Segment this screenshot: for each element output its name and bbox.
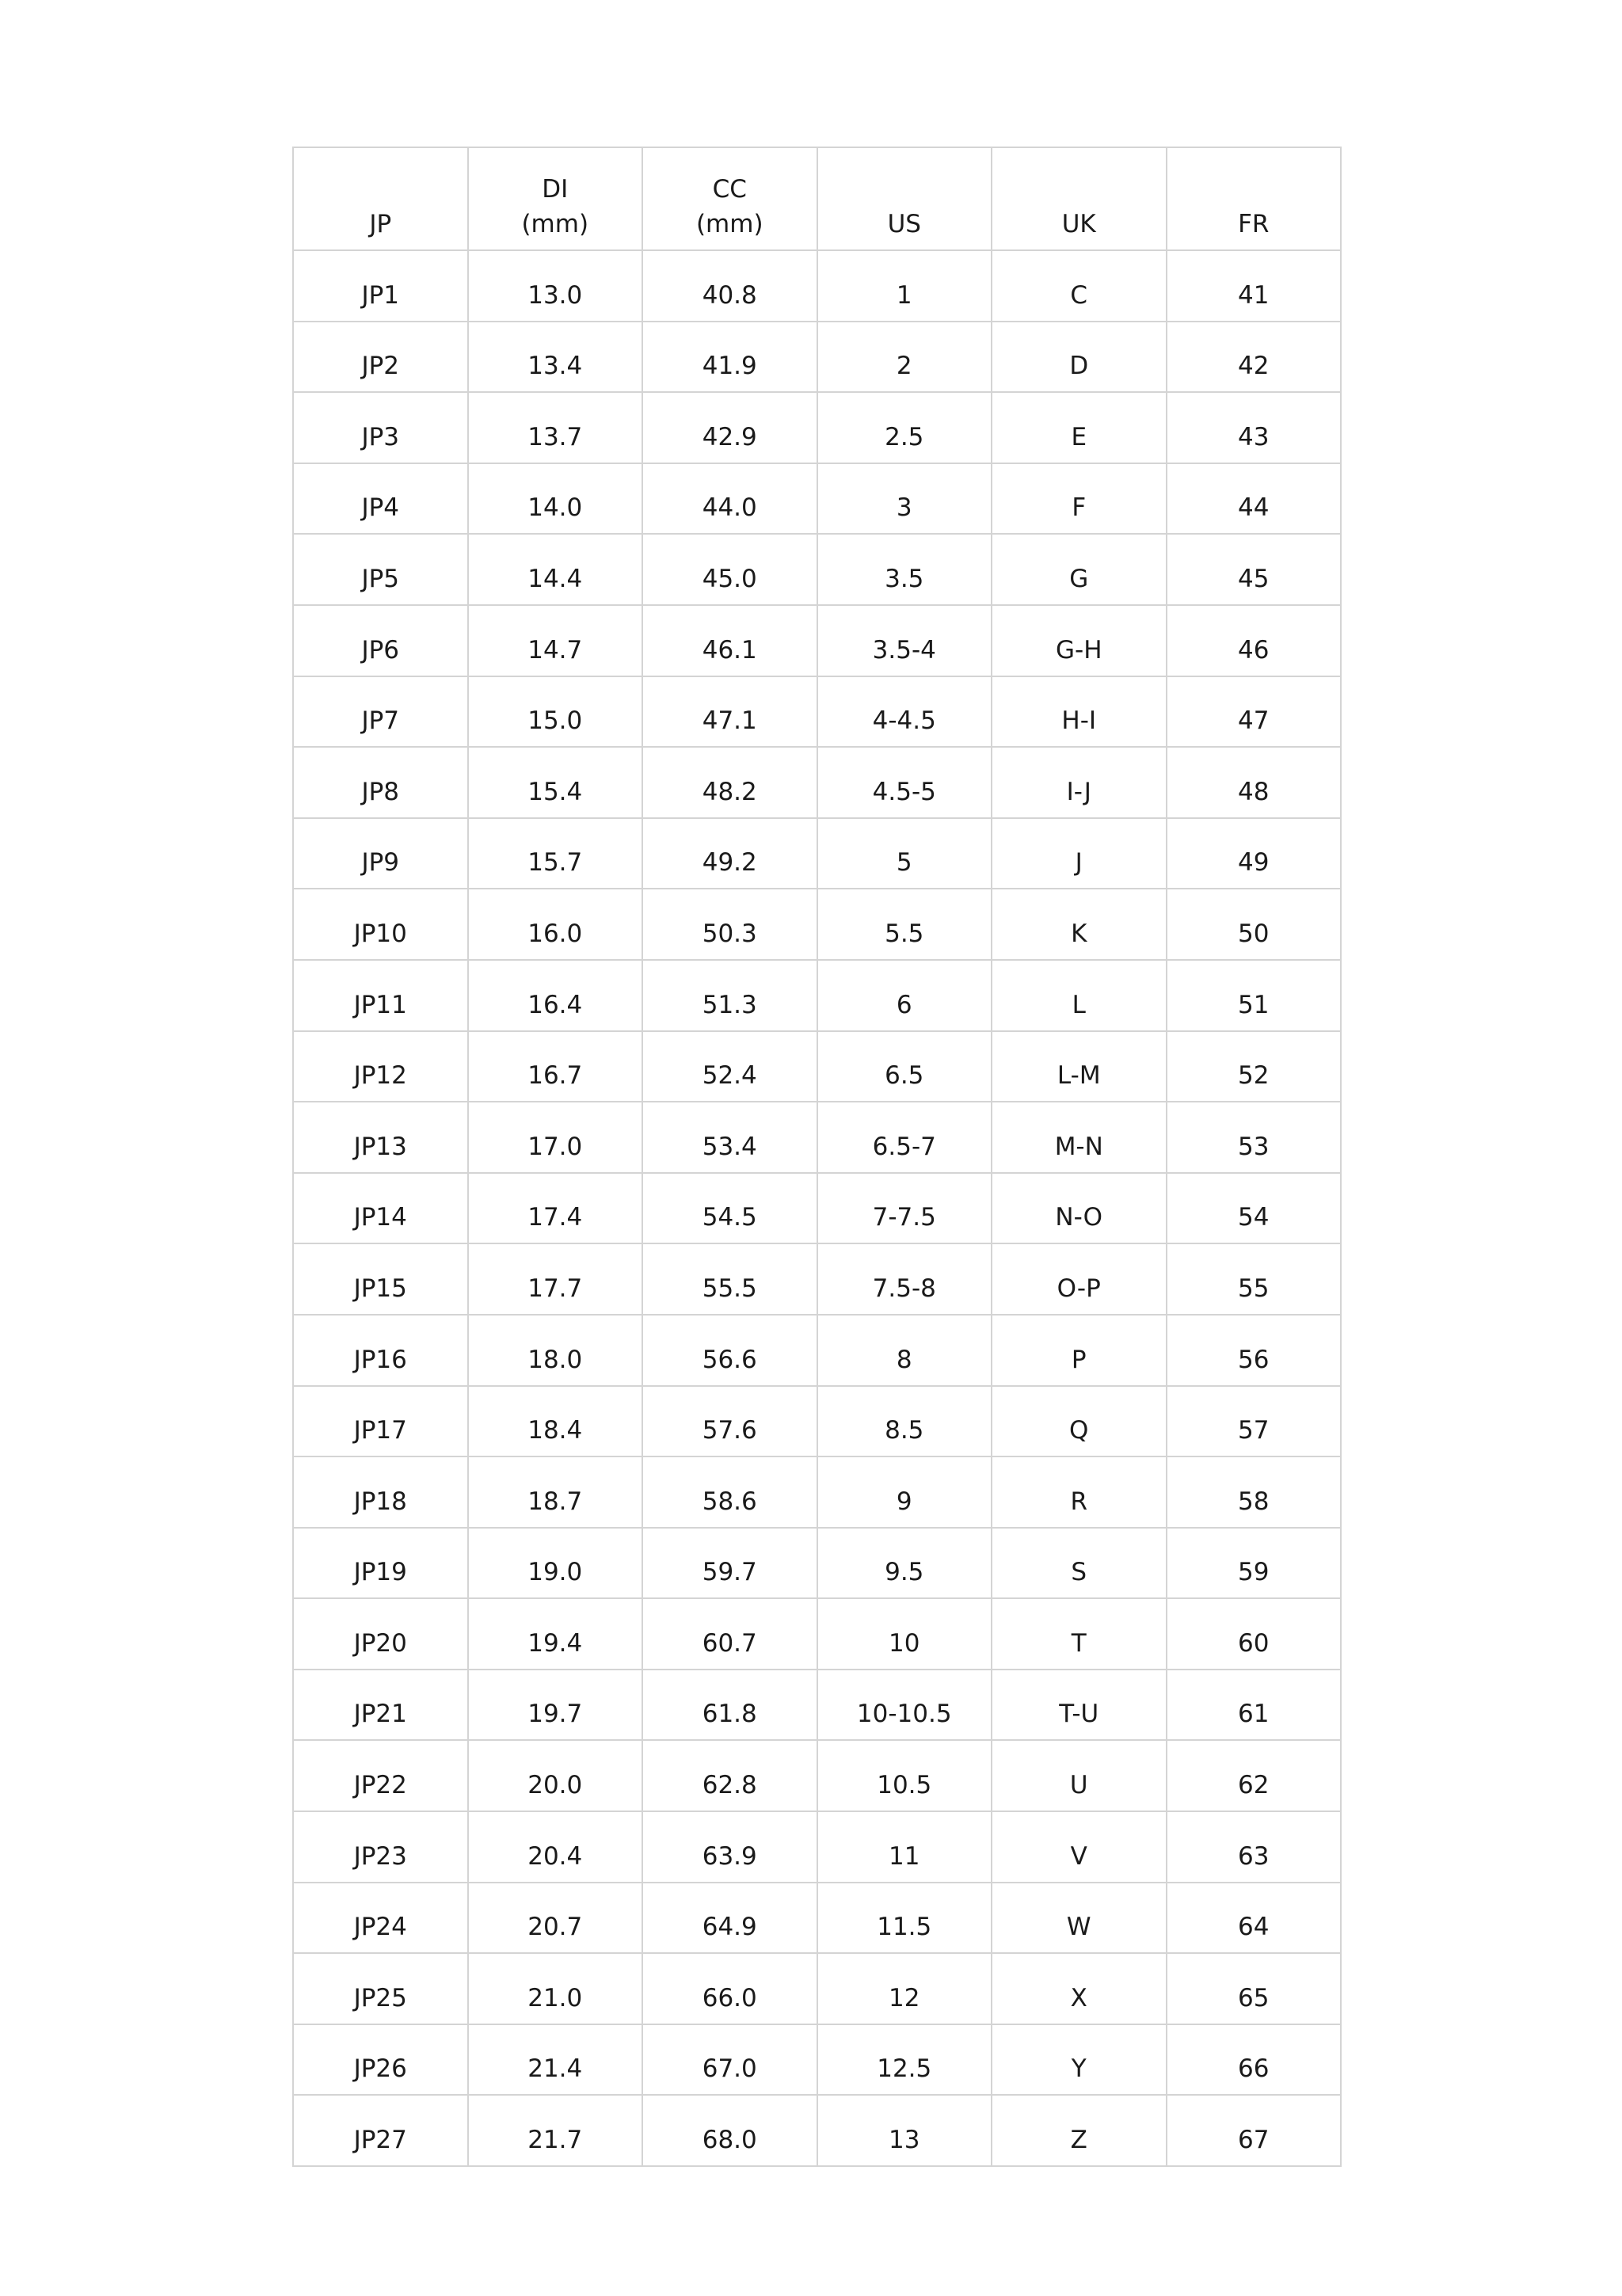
cell-uk: I-J xyxy=(992,747,1167,818)
cell-uk: F xyxy=(992,463,1167,535)
table-row xyxy=(293,1883,1341,1954)
cell-fr: 44 xyxy=(1167,463,1342,535)
cell-di: 15.4 xyxy=(468,747,643,818)
cell-us: 6 xyxy=(817,960,992,1031)
cell-di: 18.4 xyxy=(468,1386,643,1457)
cell-di: 18.7 xyxy=(468,1456,643,1528)
cell-jp: JP3 xyxy=(293,392,468,463)
table-row xyxy=(293,1953,1341,2024)
cell-us: 11.5 xyxy=(817,1883,992,1954)
cell-fr: 52 xyxy=(1167,1031,1342,1102)
cell-uk: O-P xyxy=(992,1243,1167,1315)
cell-us: 7.5-8 xyxy=(817,1243,992,1315)
cell-fr: 41 xyxy=(1167,250,1342,322)
cell-jp: JP10 xyxy=(293,889,468,960)
cell-cc: 51.3 xyxy=(642,960,817,1031)
cell-di: 20.0 xyxy=(468,1740,643,1811)
table-row xyxy=(293,889,1341,960)
table-header xyxy=(293,147,1341,250)
cell-cc: 54.5 xyxy=(642,1173,817,1244)
cell-uk: E xyxy=(992,392,1167,463)
cell-uk: X xyxy=(992,1953,1167,2024)
cell-cc: 61.8 xyxy=(642,1670,817,1741)
cell-di: 21.7 xyxy=(468,2095,643,2166)
cell-us: 5 xyxy=(817,818,992,889)
cell-uk: G xyxy=(992,534,1167,605)
table-row xyxy=(293,1243,1341,1315)
table-row xyxy=(293,747,1341,818)
cell-uk: V xyxy=(992,1811,1167,1883)
table-row xyxy=(293,322,1341,393)
cell-fr: 42 xyxy=(1167,322,1342,393)
cell-us: 1 xyxy=(817,250,992,322)
cell-fr: 45 xyxy=(1167,534,1342,605)
cell-jp: JP18 xyxy=(293,1456,468,1528)
cell-us: 9.5 xyxy=(817,1528,992,1599)
cell-fr: 62 xyxy=(1167,1740,1342,1811)
cell-fr: 49 xyxy=(1167,818,1342,889)
column-header-di-line1: DI xyxy=(542,175,569,204)
cell-di: 16.7 xyxy=(468,1031,643,1102)
cell-uk: J xyxy=(992,818,1167,889)
cell-us: 4.5-5 xyxy=(817,747,992,818)
column-header-di xyxy=(468,147,643,250)
cell-cc: 60.7 xyxy=(642,1598,817,1670)
cell-di: 17.7 xyxy=(468,1243,643,1315)
cell-di: 15.7 xyxy=(468,818,643,889)
cell-us: 12 xyxy=(817,1953,992,2024)
cell-us: 4-4.5 xyxy=(817,676,992,748)
cell-fr: 53 xyxy=(1167,1102,1342,1173)
cell-cc: 47.1 xyxy=(642,676,817,748)
cell-cc: 46.1 xyxy=(642,605,817,676)
cell-jp: JP27 xyxy=(293,2095,468,2166)
cell-di: 20.4 xyxy=(468,1811,643,1883)
table-row xyxy=(293,1386,1341,1457)
cell-fr: 43 xyxy=(1167,392,1342,463)
cell-cc: 45.0 xyxy=(642,534,817,605)
cell-us: 6.5-7 xyxy=(817,1102,992,1173)
cell-cc: 57.6 xyxy=(642,1386,817,1457)
cell-fr: 46 xyxy=(1167,605,1342,676)
cell-di: 13.4 xyxy=(468,322,643,393)
cell-cc: 44.0 xyxy=(642,463,817,535)
cell-di: 21.0 xyxy=(468,1953,643,2024)
cell-us: 8 xyxy=(817,1315,992,1386)
table-row xyxy=(293,2095,1341,2166)
table-row xyxy=(293,605,1341,676)
cell-uk: M-N xyxy=(992,1102,1167,1173)
cell-jp: JP21 xyxy=(293,1670,468,1741)
column-header-cc-line1: CC xyxy=(712,175,747,204)
cell-jp: JP23 xyxy=(293,1811,468,1883)
cell-uk: T xyxy=(992,1598,1167,1670)
cell-jp: JP12 xyxy=(293,1031,468,1102)
cell-cc: 41.9 xyxy=(642,322,817,393)
cell-jp: JP24 xyxy=(293,1883,468,1954)
table-row xyxy=(293,1031,1341,1102)
cell-di: 14.4 xyxy=(468,534,643,605)
cell-uk: W xyxy=(992,1883,1167,1954)
cell-fr: 59 xyxy=(1167,1528,1342,1599)
column-header-cc-line2: (mm) xyxy=(695,210,763,238)
cell-uk: N-O xyxy=(992,1173,1167,1244)
cell-us: 10-10.5 xyxy=(817,1670,992,1741)
table-row xyxy=(293,534,1341,605)
table-row xyxy=(293,1670,1341,1741)
table-row xyxy=(293,1811,1341,1883)
cell-fr: 63 xyxy=(1167,1811,1342,1883)
cell-jp: JP19 xyxy=(293,1528,468,1599)
cell-jp: JP26 xyxy=(293,2024,468,2096)
table-row xyxy=(293,1102,1341,1173)
cell-cc: 42.9 xyxy=(642,392,817,463)
cell-di: 13.7 xyxy=(468,392,643,463)
cell-di: 17.0 xyxy=(468,1102,643,1173)
cell-cc: 66.0 xyxy=(642,1953,817,2024)
cell-jp: JP22 xyxy=(293,1740,468,1811)
cell-uk: L-M xyxy=(992,1031,1167,1102)
cell-jp: JP2 xyxy=(293,322,468,393)
cell-jp: JP15 xyxy=(293,1243,468,1315)
cell-us: 10 xyxy=(817,1598,992,1670)
cell-us: 2 xyxy=(817,322,992,393)
cell-us: 9 xyxy=(817,1456,992,1528)
cell-di: 18.0 xyxy=(468,1315,643,1386)
cell-di: 14.0 xyxy=(468,463,643,535)
cell-uk: Y xyxy=(992,2024,1167,2096)
cell-us: 10.5 xyxy=(817,1740,992,1811)
column-header-uk xyxy=(992,147,1167,250)
cell-cc: 49.2 xyxy=(642,818,817,889)
cell-di: 13.0 xyxy=(468,250,643,322)
cell-fr: 57 xyxy=(1167,1386,1342,1457)
column-header-jp-line2: JP xyxy=(369,210,392,238)
column-header-us xyxy=(817,147,992,250)
cell-us: 8.5 xyxy=(817,1386,992,1457)
cell-jp: JP5 xyxy=(293,534,468,605)
cell-us: 2.5 xyxy=(817,392,992,463)
cell-cc: 48.2 xyxy=(642,747,817,818)
cell-fr: 56 xyxy=(1167,1315,1342,1386)
table-row xyxy=(293,2024,1341,2096)
cell-jp: JP16 xyxy=(293,1315,468,1386)
cell-fr: 50 xyxy=(1167,889,1342,960)
cell-uk: C xyxy=(992,250,1167,322)
cell-uk: Q xyxy=(992,1386,1167,1457)
cell-cc: 59.7 xyxy=(642,1528,817,1599)
table-row xyxy=(293,392,1341,463)
cell-uk: S xyxy=(992,1528,1167,1599)
table-row xyxy=(293,1740,1341,1811)
cell-fr: 58 xyxy=(1167,1456,1342,1528)
cell-uk: H-I xyxy=(992,676,1167,748)
cell-jp: JP14 xyxy=(293,1173,468,1244)
cell-fr: 65 xyxy=(1167,1953,1342,2024)
cell-jp: JP20 xyxy=(293,1598,468,1670)
header-row xyxy=(293,147,1341,250)
table-row xyxy=(293,818,1341,889)
column-header-cc xyxy=(642,147,817,250)
cell-us: 5.5 xyxy=(817,889,992,960)
table-row xyxy=(293,960,1341,1031)
cell-fr: 47 xyxy=(1167,676,1342,748)
table-row xyxy=(293,1528,1341,1599)
cell-fr: 54 xyxy=(1167,1173,1342,1244)
cell-us: 3.5-4 xyxy=(817,605,992,676)
table-row xyxy=(293,1173,1341,1244)
column-header-fr-line2: FR xyxy=(1238,210,1270,238)
cell-di: 17.4 xyxy=(468,1173,643,1244)
cell-fr: 61 xyxy=(1167,1670,1342,1741)
cell-jp: JP11 xyxy=(293,960,468,1031)
cell-di: 19.0 xyxy=(468,1528,643,1599)
table-body xyxy=(293,250,1341,2166)
cell-cc: 63.9 xyxy=(642,1811,817,1883)
cell-di: 19.4 xyxy=(468,1598,643,1670)
cell-fr: 48 xyxy=(1167,747,1342,818)
cell-us: 11 xyxy=(817,1811,992,1883)
cell-uk: U xyxy=(992,1740,1167,1811)
cell-jp: JP7 xyxy=(293,676,468,748)
cell-jp: JP8 xyxy=(293,747,468,818)
cell-cc: 52.4 xyxy=(642,1031,817,1102)
cell-fr: 66 xyxy=(1167,2024,1342,2096)
cell-di: 16.0 xyxy=(468,889,643,960)
cell-fr: 51 xyxy=(1167,960,1342,1031)
cell-us: 3 xyxy=(817,463,992,535)
column-header-fr xyxy=(1167,147,1342,250)
cell-di: 20.7 xyxy=(468,1883,643,1954)
cell-uk: T-U xyxy=(992,1670,1167,1741)
table-row xyxy=(293,250,1341,322)
cell-cc: 64.9 xyxy=(642,1883,817,1954)
cell-fr: 60 xyxy=(1167,1598,1342,1670)
cell-jp: JP9 xyxy=(293,818,468,889)
cell-cc: 68.0 xyxy=(642,2095,817,2166)
cell-di: 19.7 xyxy=(468,1670,643,1741)
cell-us: 12.5 xyxy=(817,2024,992,2096)
table-row xyxy=(293,1315,1341,1386)
cell-uk: D xyxy=(992,322,1167,393)
cell-cc: 40.8 xyxy=(642,250,817,322)
table-row xyxy=(293,1456,1341,1528)
cell-jp: JP6 xyxy=(293,605,468,676)
table-row xyxy=(293,463,1341,535)
cell-uk: Z xyxy=(992,2095,1167,2166)
cell-jp: JP1 xyxy=(293,250,468,322)
cell-jp: JP4 xyxy=(293,463,468,535)
cell-uk: K xyxy=(992,889,1167,960)
cell-uk: R xyxy=(992,1456,1167,1528)
ring-size-conversion-table xyxy=(292,147,1342,2167)
cell-cc: 58.6 xyxy=(642,1456,817,1528)
cell-cc: 56.6 xyxy=(642,1315,817,1386)
cell-cc: 55.5 xyxy=(642,1243,817,1315)
cell-jp: JP17 xyxy=(293,1386,468,1457)
cell-us: 7-7.5 xyxy=(817,1173,992,1244)
column-header-us-line2: US xyxy=(887,210,921,238)
cell-di: 21.4 xyxy=(468,2024,643,2096)
cell-di: 15.0 xyxy=(468,676,643,748)
cell-cc: 53.4 xyxy=(642,1102,817,1173)
cell-fr: 55 xyxy=(1167,1243,1342,1315)
column-header-di-line2: (mm) xyxy=(521,210,589,238)
cell-uk: L xyxy=(992,960,1167,1031)
cell-us: 6.5 xyxy=(817,1031,992,1102)
cell-di: 14.7 xyxy=(468,605,643,676)
cell-uk: G-H xyxy=(992,605,1167,676)
table-row xyxy=(293,1598,1341,1670)
cell-jp: JP13 xyxy=(293,1102,468,1173)
cell-cc: 50.3 xyxy=(642,889,817,960)
cell-fr: 64 xyxy=(1167,1883,1342,1954)
cell-fr: 67 xyxy=(1167,2095,1342,2166)
cell-us: 3.5 xyxy=(817,534,992,605)
cell-us: 13 xyxy=(817,2095,992,2166)
cell-jp: JP25 xyxy=(293,1953,468,2024)
cell-cc: 62.8 xyxy=(642,1740,817,1811)
table-row xyxy=(293,676,1341,748)
column-header-jp xyxy=(293,147,468,250)
cell-cc: 67.0 xyxy=(642,2024,817,2096)
cell-uk: P xyxy=(992,1315,1167,1386)
column-header-uk-line2: UK xyxy=(1061,210,1096,238)
cell-di: 16.4 xyxy=(468,960,643,1031)
